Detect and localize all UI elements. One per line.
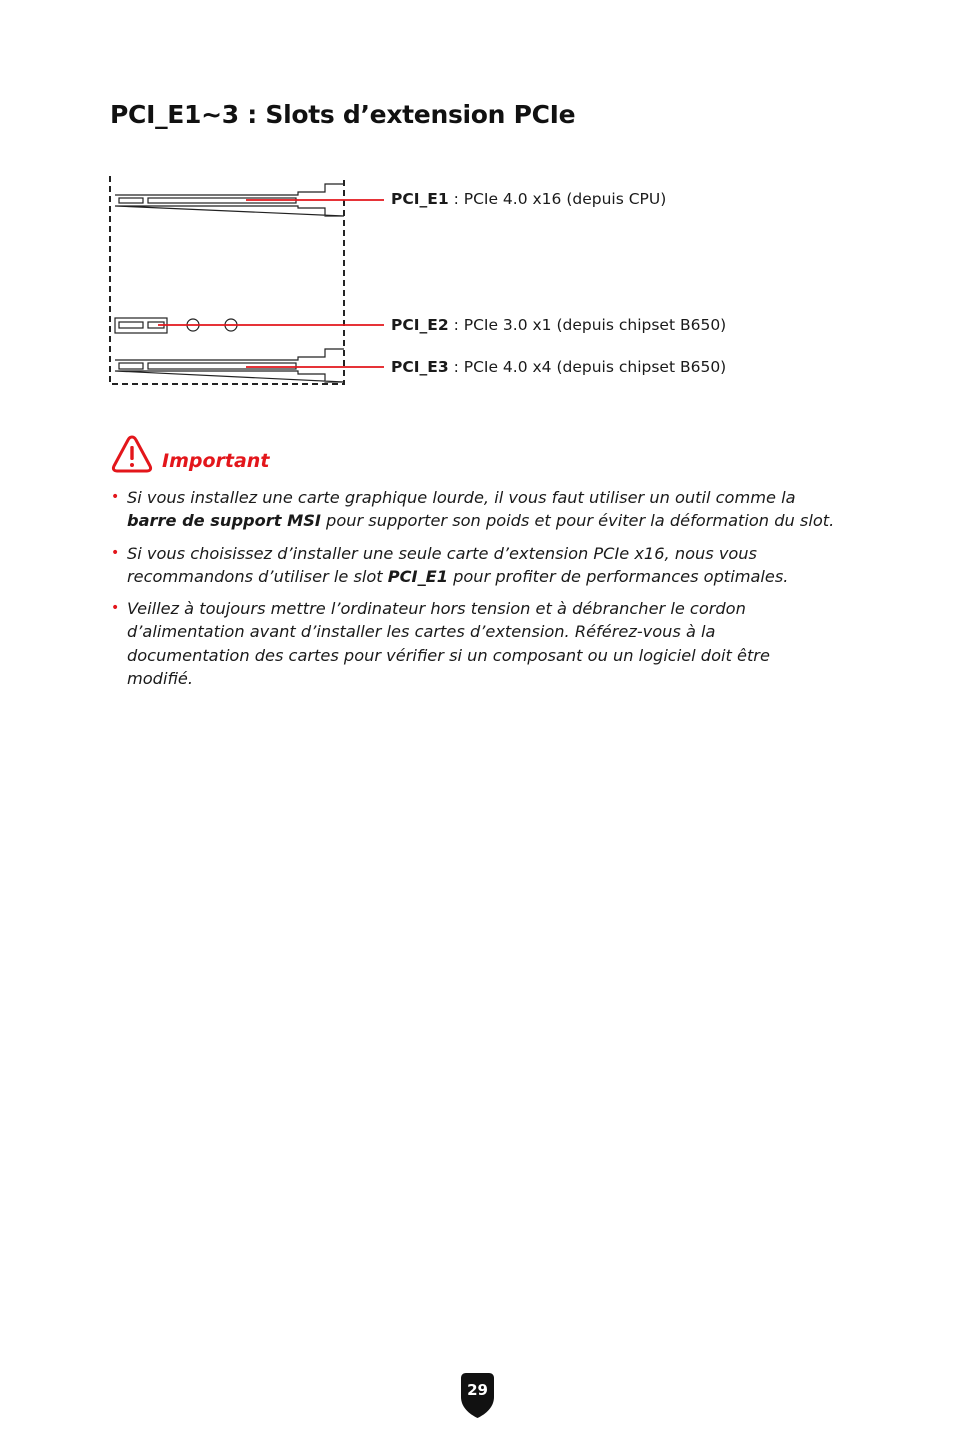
bullet-icon: •: [111, 600, 120, 617]
note-1-emphasis: barre de support MSI: [127, 511, 321, 531]
page-number: 29: [467, 1381, 488, 1399]
list-item: [110, 597, 840, 690]
note-3-text: Veillez à toujours mettre l’ordinateur hors tension et à débrancher le cordon d’alimentation avant d’installer les cartes d’extension. Référez-vous à la documentation des cartes pour vérifier si un composant ou un logiciel doit être modifié.: [127, 599, 770, 689]
leader-extensions: [360, 168, 386, 398]
callout-pci-e2-desc: : PCIe 3.0 x1 (depuis chipset B650): [448, 316, 727, 334]
note-1-text-1: Si vous installez une carte graphique lourde, il vous faut utiliser un outil comme la: [127, 488, 796, 507]
callout-pci-e2: [391, 316, 726, 334]
bullet-icon: •: [111, 489, 120, 505]
callout-pci-e1: [391, 190, 666, 208]
callout-pci-e3-name: PCI_E3: [391, 358, 449, 376]
list-item: [110, 542, 840, 589]
note-1-text-2: pour supporter son poids et pour éviter la déformation du slot.: [320, 511, 835, 531]
list-item: [110, 486, 840, 533]
page-title: PCI_E1~3 : Slots d’extension PCIe: [110, 100, 576, 129]
bullet-icon: •: [111, 544, 120, 561]
callout-pci-e2-name: PCI_E2: [391, 316, 449, 334]
pcie-slot-diagram: [100, 168, 360, 398]
callout-pci-e1-name: PCI_E1: [391, 190, 449, 208]
callout-pci-e3: [391, 358, 726, 376]
important-heading: [110, 434, 270, 474]
important-notes-list: [110, 486, 840, 699]
important-label: Important: [162, 450, 270, 472]
note-2-emphasis: PCI_E1: [387, 566, 448, 586]
note-2-text-1: Si vous choisissez d’installer une seule carte d’extension PCIe x16, nous vous recommandons d’utiliser le slot: [127, 543, 757, 586]
warning-icon: [110, 434, 154, 474]
note-2-text-2: pour profiter de performances optimales.: [447, 566, 789, 586]
callout-pci-e3-desc: : PCIe 4.0 x4 (depuis chipset B650): [448, 358, 727, 376]
page-number-badge: [458, 1372, 497, 1419]
slot-pci-e3: [115, 349, 344, 382]
callout-pci-e1-desc: : PCIe 4.0 x16 (depuis CPU): [448, 190, 667, 208]
